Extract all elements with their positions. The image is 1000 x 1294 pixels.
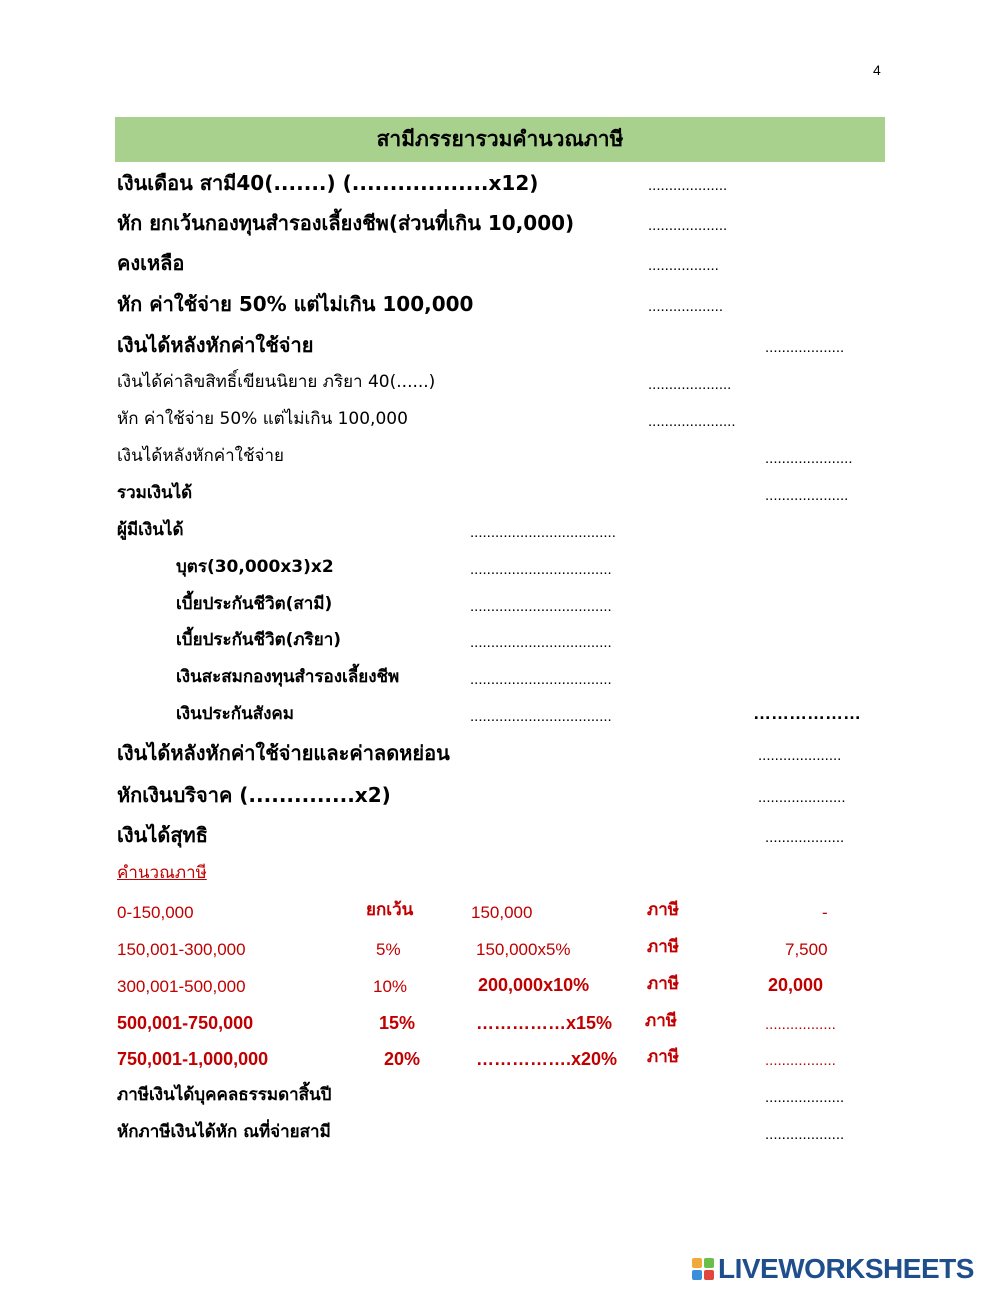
bracket-base: 200,000x10%: [478, 975, 590, 995]
child-label: บุตร(30,000x3)x2: [176, 557, 334, 577]
royalty-label: เงินได้ค่าลิขสิทธิ์เขียนนิยาย ภริยา 40(......): [117, 372, 436, 392]
expense2-blank[interactable]: .....................: [648, 413, 736, 430]
total-blank[interactable]: ....................: [765, 487, 849, 504]
exempt-blank[interactable]: ...................: [648, 217, 728, 234]
logo-square: [692, 1258, 702, 1268]
after1-label: เงินได้หลังหักค่าใช้จ่าย: [117, 333, 314, 357]
bracket-tax-blank[interactable]: .................: [765, 1016, 836, 1033]
bracket-range: 150,001-300,000: [117, 940, 246, 959]
ins-wife-label: เบี้ยประกันชีวิต(ภริยา): [176, 630, 342, 650]
bracket-tax-word: ภาษี: [647, 974, 679, 994]
bracket-tax: 20,000: [768, 975, 824, 995]
title-banner: [115, 117, 885, 162]
ins-husband-blank[interactable]: ..................................: [470, 598, 612, 615]
bracket-base: 150,000x5%: [476, 940, 571, 959]
bracket-rate: 5%: [376, 940, 401, 959]
withholding-label: หักภาษีเงินได้หัก ณที่จ่ายสามี: [117, 1122, 331, 1142]
withholding-blank[interactable]: ...................: [765, 1126, 845, 1143]
after-deduct-blank[interactable]: ....................: [758, 747, 842, 764]
social-label: เงินประกันสังคม: [176, 704, 294, 724]
page-title: สามีภรรยารวมคำนวณภาษี: [376, 127, 624, 151]
salary-blank[interactable]: ...................: [648, 177, 728, 194]
logo-square: [692, 1270, 702, 1280]
net-blank[interactable]: ...................: [765, 829, 845, 846]
logo-square: [704, 1258, 714, 1268]
after1-blank[interactable]: ...................: [765, 339, 845, 356]
bracket-rate: ยกเว้น: [366, 900, 414, 920]
bracket-rate: 15%: [379, 1013, 416, 1033]
social-blank[interactable]: ..................................: [470, 708, 612, 725]
bracket-range: 750,001-1,000,000: [117, 1049, 269, 1069]
logo-text: LIVEWORKSHEETS: [718, 1253, 974, 1284]
bracket-range: 0-150,000: [117, 903, 194, 922]
earner-label: ผู้มีเงินได้: [117, 520, 184, 540]
exempt-label: หัก ยกเว้นกองทุนสำรองเลี้ยงชีพ(ส่วนที่เกิน 10,000): [117, 211, 575, 235]
bracket-base: ……………x15%: [476, 1013, 613, 1033]
bracket-tax-word: ภาษี: [647, 1047, 679, 1067]
expense1-label: หัก ค่าใช้จ่าย 50% แต่ไม่เกิน 100,000: [117, 292, 474, 316]
deduction-total-blank[interactable]: ………………: [753, 703, 861, 723]
remain-label: คงเหลือ: [117, 251, 185, 275]
ins-husband-label: เบี้ยประกันชีวิต(สามี): [176, 594, 333, 614]
bracket-range: 500,001-750,000: [117, 1013, 254, 1033]
annual-tax-blank[interactable]: ...................: [765, 1089, 845, 1106]
calc-title: คำนวณภาษี: [117, 863, 207, 883]
ins-wife-blank[interactable]: ..................................: [470, 634, 612, 651]
bracket-base: 150,000: [471, 903, 533, 922]
salary-label: เงินเดือน สามี40(.......) (..................x12): [117, 171, 539, 195]
bracket-tax-blank[interactable]: .................: [765, 1052, 836, 1069]
bracket-range: 300,001-500,000: [117, 977, 246, 996]
child-blank[interactable]: ..................................: [470, 561, 612, 578]
after-deduct-label: เงินได้หลังหักค่าใช้จ่ายและค่าลดหย่อน: [117, 741, 450, 765]
expense2-label: หัก ค่าใช้จ่าย 50% แต่ไม่เกิน 100,000: [117, 409, 408, 429]
expense1-blank[interactable]: ..................: [648, 298, 724, 315]
page-number: 4: [873, 62, 881, 78]
after2-label: เงินได้หลังหักค่าใช้จ่าย: [117, 446, 284, 466]
donation-label: หักเงินบริจาค (..............x2): [117, 783, 391, 807]
bracket-rate: 10%: [373, 977, 408, 996]
net-label: เงินได้สุทธิ: [117, 823, 208, 847]
donation-blank[interactable]: .....................: [758, 789, 846, 806]
bracket-tax: 7,500: [785, 940, 828, 959]
logo-mark-icon: [692, 1258, 714, 1280]
total-label: รวมเงินได้: [117, 483, 193, 503]
after2-blank[interactable]: .....................: [765, 450, 853, 467]
logo-square: [704, 1270, 714, 1280]
bracket-tax-word: ภาษี: [647, 900, 679, 920]
earner-blank[interactable]: ...................................: [470, 524, 616, 541]
bracket-base: …………….x20%: [476, 1049, 618, 1069]
remain-blank[interactable]: .................: [648, 257, 719, 274]
provident-label: เงินสะสมกองทุนสำรองเลี้ยงชีพ: [176, 667, 400, 687]
annual-tax-label: ภาษีเงินได้บุคคลธรรมดาสิ้นปี: [117, 1085, 332, 1105]
bracket-tax-word: ภาษี: [645, 1011, 677, 1031]
bracket-rate: 20%: [384, 1049, 421, 1069]
liveworksheets-logo[interactable]: [692, 1255, 974, 1283]
provident-blank[interactable]: ..................................: [470, 671, 612, 688]
bracket-tax: -: [822, 903, 828, 922]
royalty-blank[interactable]: ....................: [648, 376, 732, 393]
bracket-tax-word: ภาษี: [647, 937, 679, 957]
